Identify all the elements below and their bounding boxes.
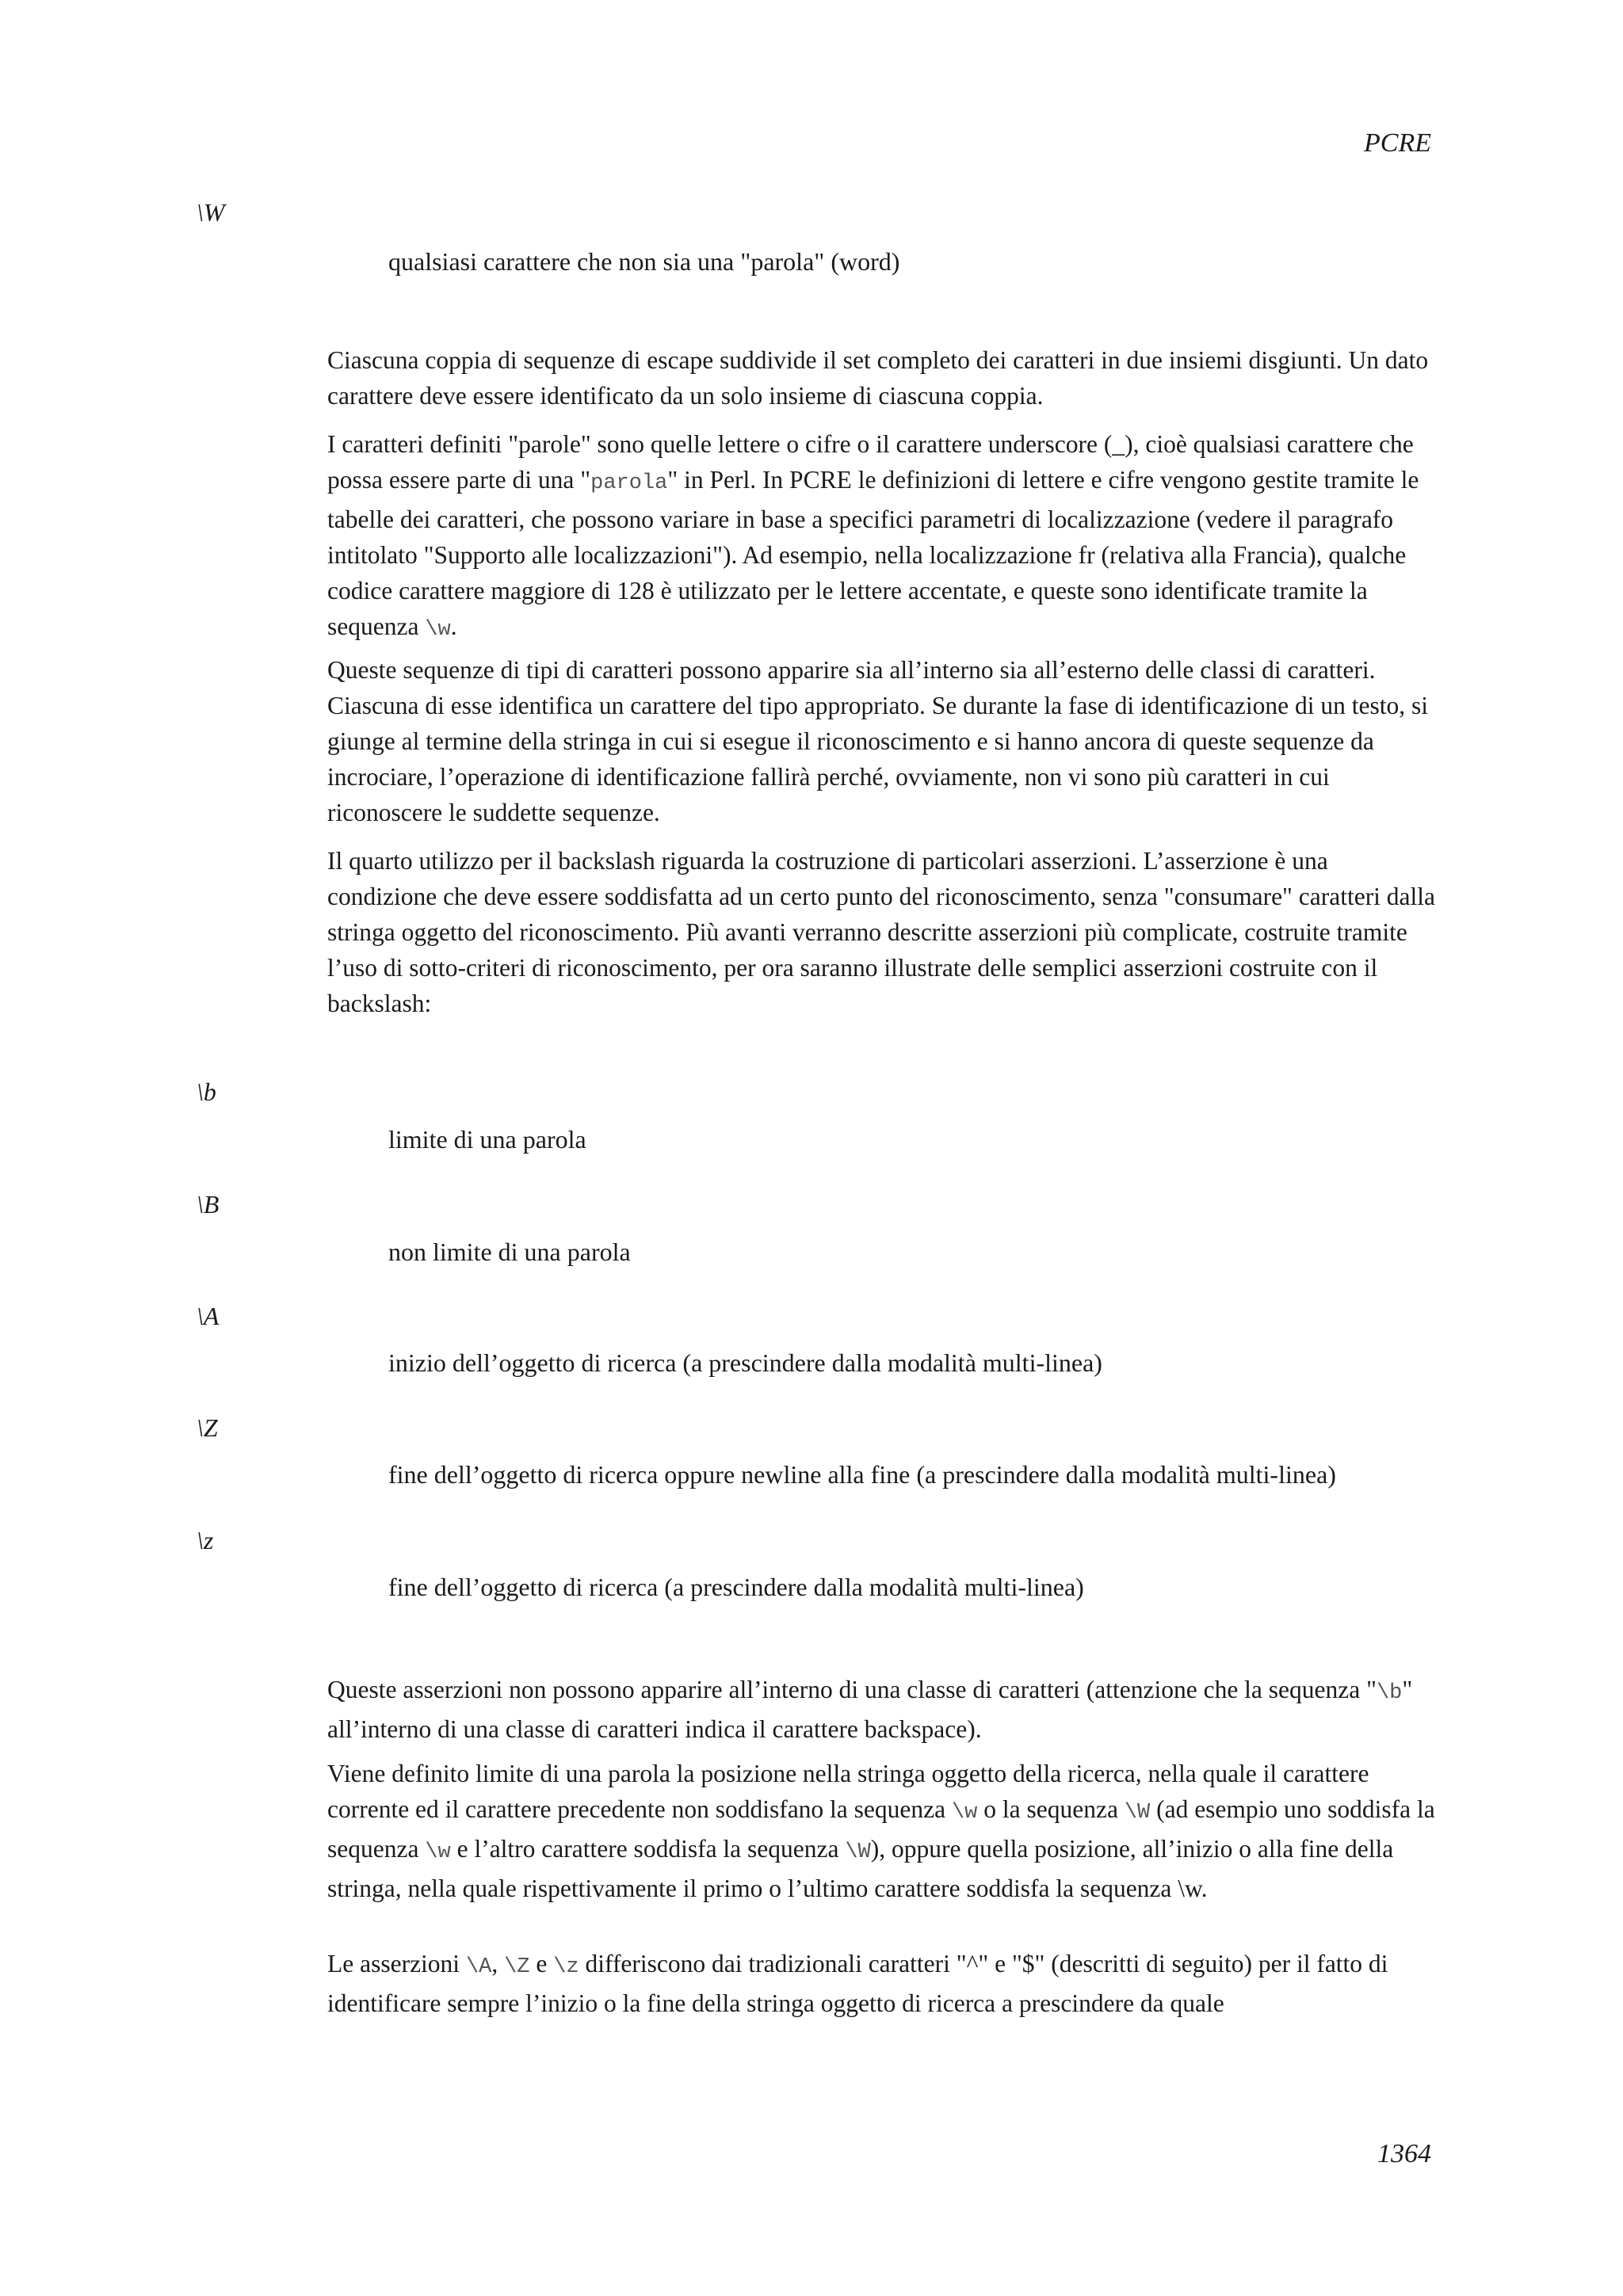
paragraph-text: ,	[491, 1950, 505, 1978]
inline-code: \Z	[504, 1955, 530, 1979]
definition-description: non limite di una parola	[388, 1238, 631, 1266]
paragraph-text: ), oppure quella posizione, all’inizio o alla fine della stringa, nella quale rispettivamente il primo o l’ultimo carattere soddisfa la sequenza \w.	[327, 1835, 1394, 1902]
definition-description: inizio dell’oggetto di ricerca (a prescindere dalla modalità multi-linea)	[388, 1348, 1102, 1377]
paragraph-text: I caratteri definiti "parole" sono quelle lettere o cifre o il carattere underscore (_), cioè qualsiasi carattere che possa essere parte di una "	[327, 430, 1414, 494]
definition-description: fine dell’oggetto di ricerca oppure newline alla fine (a prescindere dalla modalità multi-linea)	[388, 1460, 1336, 1489]
paragraph-text: (ad esempio uno soddisfa la sequenza	[327, 1795, 1435, 1863]
definition-term: \A	[197, 1302, 220, 1330]
paragraph	[327, 426, 1437, 648]
inline-code: \w	[951, 1801, 978, 1825]
definition-description: limite di una parola	[388, 1125, 586, 1154]
inline-code: \W	[845, 1840, 871, 1864]
paragraph-text: o la sequenza	[977, 1795, 1125, 1823]
page-number: 1364	[1377, 2139, 1431, 2168]
paragraph-text: " in Perl. In PCRE le definizioni di lettere e cifre vengono gestite tramite le tabelle dei caratteri, che possono variare in base a specifici parametri di localizzazione (vedere il paragrafo intitolato "Supporto alle localizzazioni"). Ad esempio, nella localizzazione fr (relativa alla Francia), qualche codice carattere maggiore di 128 è utilizzato per le lettere accentate, e queste sono identificate tramite la sequenza	[327, 466, 1419, 640]
paragraph	[327, 1756, 1437, 1906]
definition-term: \z	[197, 1526, 214, 1554]
inline-code: \b	[1376, 1681, 1403, 1705]
inline-code: parola	[590, 471, 668, 495]
paragraph: Queste sequenze di tipi di caratteri possono apparire sia all’interno sia all’esterno delle classi di caratteri. Ciascuna di esse identifica un carattere del tipo appropriato. Se durante la fase di identificazione di un testo, si giunge al termine della stringa in cui si esegue il riconoscimento e si hanno ancora di queste sequenze da incrociare, l’operazione di identificazione fallirà perché, ovviamente, non vi sono più caratteri in cui riconoscere le suddette sequenze.	[327, 656, 1429, 826]
definition-term: \B	[197, 1190, 220, 1219]
paragraph-text: e	[529, 1950, 554, 1978]
definition-term: \W	[197, 198, 225, 227]
paragraph: Ciascuna coppia di sequenze di escape suddivide il set completo dei caratteri in due insiemi disgiunti. Un dato carattere deve essere identificato da un solo insieme di ciascuna coppia.	[327, 346, 1429, 410]
paragraph-text: .	[450, 612, 457, 640]
definition-term: \b	[197, 1077, 216, 1106]
inline-code: \z	[553, 1955, 579, 1979]
paragraph-text: Le asserzioni	[327, 1950, 466, 1978]
inline-code: \w	[425, 1840, 451, 1864]
inline-code: \w	[425, 618, 451, 642]
paragraph	[327, 1672, 1437, 1747]
paragraph-text: Queste asserzioni non possono apparire all’interno di una classe di caratteri (attenzione che la sequenza "	[327, 1676, 1377, 1703]
definition-description: qualsiasi carattere che non sia una "parola" (word)	[388, 247, 900, 276]
paragraph-text: differiscono dai tradizionali caratteri "^" e "$" (descritti di seguito) per il fatto di identificare sempre l’inizio o la fine della stringa oggetto di ricerca a prescindere da quale	[327, 1950, 1388, 2017]
inline-code: \A	[465, 1955, 492, 1979]
inline-code: \W	[1124, 1801, 1151, 1825]
paragraph-text: e l’altro carattere soddisfa la sequenza	[450, 1835, 846, 1863]
page-header-title: PCRE	[1364, 128, 1431, 158]
definition-description: fine dell’oggetto di ricerca (a prescindere dalla modalità multi-linea)	[388, 1573, 1084, 1601]
paragraph: Il quarto utilizzo per il backslash riguarda la costruzione di particolari asserzioni. L’asserzione è una condizione che deve essere soddisfatta ad un certo punto del riconoscimento, senza "consumare" caratteri dalla stringa oggetto del riconoscimento. Più avanti verranno descritte asserzioni più complicate, costruite tramite l’uso di sotto-criteri di riconoscimento, per ora saranno illustrate delle semplici asserzioni costruite con il backslash:	[327, 847, 1436, 1017]
paragraph	[327, 1946, 1437, 2021]
paragraph-text: Viene definito limite di una parola la posizione nella stringa oggetto della ricerca, nella quale il carattere corrente ed il carattere precedente non soddisfano la sequenza	[327, 1760, 1369, 1823]
paragraph-text: " all’interno di una classe di caratteri indica il carattere backspace).	[327, 1676, 1413, 1743]
definition-term: \Z	[197, 1413, 218, 1442]
